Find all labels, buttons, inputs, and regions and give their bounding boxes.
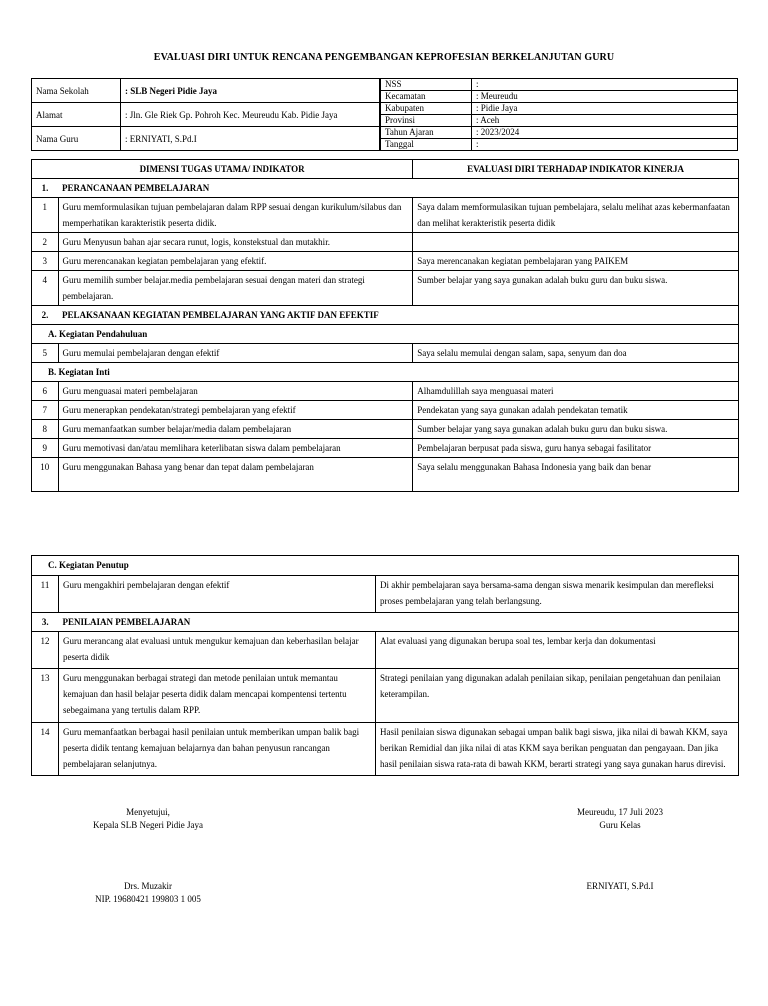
- row-indicator: Guru Menyusun bahan ajar secara runut, logis, konstekstual dan mutakhir.: [58, 233, 413, 252]
- approver-nip: NIP. 19680421 199803 1 005: [95, 894, 201, 904]
- approver-name: Drs. Muzakir: [124, 881, 172, 891]
- row-number: 14: [32, 722, 59, 775]
- table-row: [32, 382, 739, 401]
- value-nss: :: [472, 79, 738, 91]
- row-indicator: Guru menerapkan pendekatan/strategi pembelajaran yang efektif: [58, 401, 413, 420]
- subsection-title: C. Kegiatan Penutup: [32, 556, 739, 576]
- row-indicator: Guru memilih sumber belajar.media pembelajaran sesuai dengan materi dan strategi pembelajaran.: [58, 271, 413, 306]
- table-row: [32, 722, 739, 775]
- table-row: [32, 632, 739, 669]
- section-number: 2.: [32, 306, 59, 325]
- row-number: 4: [32, 271, 59, 306]
- table-row: [32, 420, 739, 439]
- row-indicator: Guru merancang alat evaluasi untuk mengukur kemajuan dan keberhasilan belajar peserta didik: [59, 632, 376, 669]
- table-row: [32, 233, 739, 252]
- row-number: 8: [32, 420, 59, 439]
- row-indicator: Guru memulai pembelajaran dengan efektif: [58, 344, 413, 363]
- row-indicator: Guru menggunakan Bahasa yang benar dan tepat dalam pembelajaran: [58, 458, 413, 492]
- value-nama-sekolah: : SLB Negeri Pidie Jaya: [121, 79, 380, 103]
- label-tahun-ajaran: Tahun Ajaran: [381, 127, 472, 139]
- signature-right: [540, 806, 700, 832]
- section-number: 3.: [32, 612, 59, 632]
- approver-title: Kepala SLB Negeri Pidie Jaya: [93, 820, 203, 830]
- row-indicator: Guru menguasai materi pembelajaran: [58, 382, 413, 401]
- signature-left-name: [60, 880, 236, 906]
- label-kabupaten: Kabupaten: [381, 103, 472, 115]
- row-indicator: Guru memanfaatkan sumber belajar/media dalam pembelajaran: [58, 420, 413, 439]
- identity-right: [380, 78, 738, 151]
- row-evaluation: Sumber belajar yang saya gunakan adalah buku guru dan buku siswa.: [413, 420, 739, 439]
- evaluation-table-part2: [31, 555, 739, 776]
- label-tanggal: Tanggal: [381, 139, 472, 151]
- value-kabupaten: : Pidie Jaya: [472, 103, 738, 115]
- row-evaluation: Alat evaluasi yang digunakan berupa soal tes, lembar kerja dan dokumentasi: [376, 632, 739, 669]
- row-number: 1: [32, 198, 59, 233]
- row-indicator: Guru merencanakan kegiatan pembelajaran yang efektif.: [58, 252, 413, 271]
- table-row: [32, 401, 739, 420]
- section-title: PELAKSANAAN KEGIATAN PEMBELAJARAN YANG AKTIF DAN EFEKTIF: [58, 306, 739, 325]
- value-tanggal: :: [472, 139, 738, 151]
- row-indicator: Guru memanfaatkan berbagai hasil penilaian untuk memberikan umpan balik bagi peserta didik tentang kemajuan belajarnya dan bahan penyusun rancangan pembelajaran selanjutnya.: [59, 722, 376, 775]
- value-kecamatan: : Meureudu: [472, 91, 738, 103]
- identity-left: [31, 78, 380, 151]
- approval-label: Menyetujui,: [126, 807, 170, 817]
- row-indicator: Guru memformulasikan tujuan pembelajaran dalam RPP sesuai dengan kurikulum/silabus dan memperhatikan karakteristik peserta didik.: [58, 198, 413, 233]
- signature-left: [60, 806, 236, 832]
- row-number: 6: [32, 382, 59, 401]
- row-number: 2: [32, 233, 59, 252]
- signature-right-name: [540, 880, 700, 893]
- row-evaluation: [413, 233, 739, 252]
- header-dimensi: DIMENSI TUGAS UTAMA/ INDIKATOR: [32, 160, 413, 179]
- row-evaluation: Pembelajaran berpusat pada siswa, guru hanya sebagai fasilitator: [413, 439, 739, 458]
- row-evaluation: Strategi penilaian yang digunakan adalah penilaian sikap, penilaian pengetahuan dan penilaian keterampilan.: [376, 669, 739, 722]
- section-number: 1.: [32, 179, 59, 198]
- row-indicator: Guru menggunakan berbagai strategi dan metode penilaian untuk memantau kemajuan dan hasil belajar peserta didik dalam mencapai kompentensi tertentu sebegaimana yang tertulis dalam RPP.: [59, 669, 376, 722]
- row-number: 11: [32, 575, 59, 612]
- row-evaluation: Saya selalu memulai dengan salam, sapa, senyum dan doa: [413, 344, 739, 363]
- row-evaluation: Hasil penilaian siswa digunakan sebagai umpan balik bagi siswa, jika nilai di bawah KKM, saya berikan Remidial dan jika nilai di atas KKM saya berikan penguatan dan pengayaan. Dan jika hasil penilaian siswa rata-rata di bawah KKM, berarti strategi yang saya gunakan harus direvisi.: [376, 722, 739, 775]
- row-evaluation: Saya merencanakan kegiatan pembelajaran yang PAIKEM: [413, 252, 739, 271]
- document-title: EVALUASI DIRI UNTUK RENCANA PENGEMBANGAN KEPROFESIAN BERKELANJUTAN GURU: [153, 52, 615, 63]
- label-nss: NSS: [381, 79, 472, 91]
- row-evaluation: Saya selalu menggunakan Bahasa Indonesia yang baik dan benar: [413, 458, 739, 492]
- value-tahun-ajaran: : 2023/2024: [472, 127, 738, 139]
- value-alamat: : Jln. Gle Riek Gp. Pohroh Kec. Meureudu Kab. Pidie Jaya: [121, 103, 380, 127]
- subsection-title: A. Kegiatan Pendahuluan: [32, 325, 739, 344]
- row-number: 5: [32, 344, 59, 363]
- row-number: 10: [32, 458, 59, 492]
- place-date: Meureudu, 17 Juli 2023: [577, 807, 663, 817]
- table-row: [32, 252, 739, 271]
- table-row: [32, 198, 739, 233]
- row-number: 12: [32, 632, 59, 669]
- value-provinsi: : Aceh: [472, 115, 738, 127]
- teacher-name: ERNIYATI, S.Pd.I: [586, 881, 654, 891]
- label-provinsi: Provinsi: [381, 115, 472, 127]
- label-nama-guru: Nama Guru: [32, 127, 121, 151]
- row-number: 3: [32, 252, 59, 271]
- label-alamat: Alamat: [32, 103, 121, 127]
- evaluation-table-part1: [31, 159, 739, 492]
- table-row: [32, 344, 739, 363]
- subsection-title: B. Kegiatan Inti: [32, 363, 739, 382]
- row-number: 9: [32, 439, 59, 458]
- row-number: 7: [32, 401, 59, 420]
- row-evaluation: Di akhir pembelajaran saya bersama-sama dengan siswa menarik kesimpulan dan merefleksi proses pembelajaran yang telah berlangsung.: [376, 575, 739, 612]
- row-evaluation: Sumber belajar yang saya gunakan adalah buku guru dan buku siswa.: [413, 271, 739, 306]
- row-number: 13: [32, 669, 59, 722]
- table-row: [32, 458, 739, 492]
- row-indicator: Guru mengakhiri pembelajaran dengan efektif: [59, 575, 376, 612]
- row-evaluation: Alhamdulillah saya menguasai materi: [413, 382, 739, 401]
- table-row: [32, 271, 739, 306]
- table-row: [32, 439, 739, 458]
- section-title: PENILAIAN PEMBELAJARAN: [59, 612, 739, 632]
- label-nama-sekolah: Nama Sekolah: [32, 79, 121, 103]
- row-evaluation: Pendekatan yang saya gunakan adalah pendekatan tematik: [413, 401, 739, 420]
- header-evaluasi: EVALUASI DIRI TERHADAP INDIKATOR KINERJA: [413, 160, 739, 179]
- section-title: PERANCANAAN PEMBELAJARAN: [58, 179, 739, 198]
- table-row: [32, 575, 739, 612]
- table-row: [32, 669, 739, 722]
- row-evaluation: Saya dalam memformulasikan tujuan pembelajara, selalu melihat azas kebermanfaatan dan melihat kerakteristik peserta didik: [413, 198, 739, 233]
- value-nama-guru: : ERNIYATI, S.Pd.I: [121, 127, 380, 151]
- row-indicator: Guru memotivasi dan/atau memlihara keterlibatan siswa dalam pembelajaran: [58, 439, 413, 458]
- label-kecamatan: Kecamatan: [381, 91, 472, 103]
- teacher-title: Guru Kelas: [599, 820, 641, 830]
